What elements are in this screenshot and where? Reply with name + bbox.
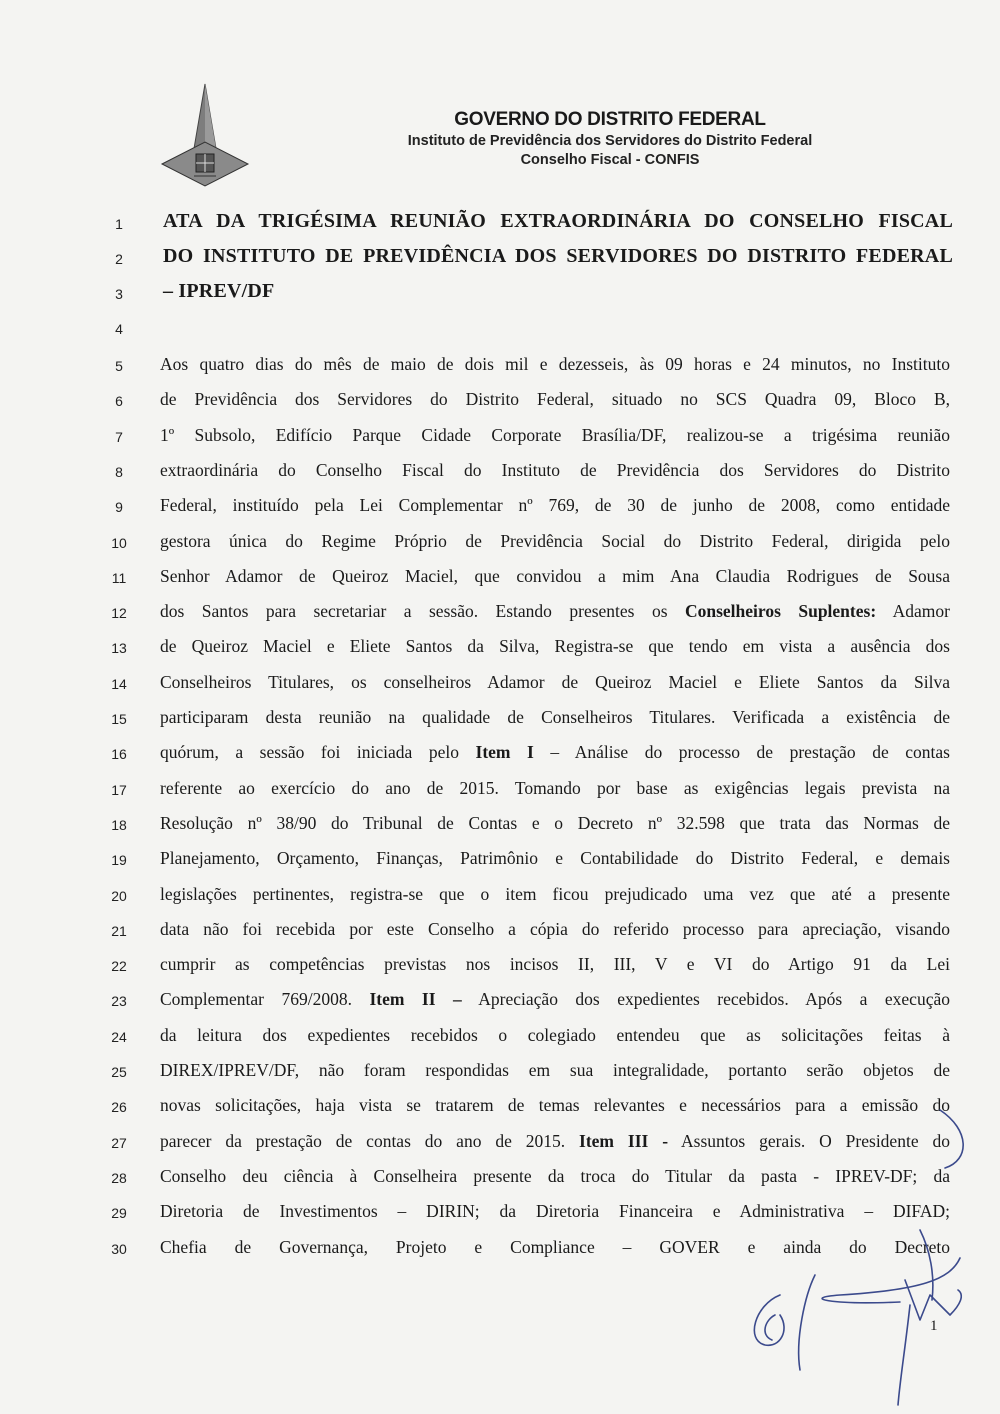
text-segment: 1º Subsolo, Edifício Parque Cidade Corporate Brasília/DF, realizou-se a trigésima reunião (160, 424, 950, 445)
body-line (0, 878, 1000, 913)
document-header (370, 108, 850, 170)
body-line (0, 383, 1000, 418)
line-number: 9 (115, 499, 123, 516)
text-segment: de Queiroz Maciel e Eliete Santos da Silva, Registra-se que tendo em vista a ausência dos (160, 636, 950, 657)
body-line-text (160, 601, 950, 622)
text-segment: parecer da prestação de contas do ano de 2015. (160, 1130, 580, 1151)
body-line-text (160, 989, 950, 1010)
line-number: 5 (115, 358, 123, 374)
title-line (0, 278, 1000, 313)
text-segment: DIREX/IPREV/DF, não foram respondidas em sua integralidade, portanto serão objetos de (160, 1060, 950, 1080)
text-segment: – Análise do processo de prestação de contas (533, 742, 950, 763)
text-segment: Aos quatro dias do mês de maio de dois mil e dezesseis, às 09 horas e 24 minutos, no Instituto (160, 354, 950, 374)
header-council: Conselho Fiscal - CONFIS (520, 152, 700, 168)
body-line-text (160, 531, 950, 552)
body-line (0, 948, 1000, 983)
line-number: 11 (111, 569, 127, 586)
body-line (0, 701, 1000, 736)
body-line-text (160, 354, 950, 375)
text-segment: Complementar 769/2008. (160, 989, 370, 1010)
body-line (0, 454, 1000, 489)
body-line-text (160, 460, 950, 481)
line-number: 19 (111, 852, 127, 869)
line-number: 8 (115, 463, 123, 480)
line-number: 23 (111, 993, 127, 1010)
text-segment: Adamor (876, 601, 950, 622)
bold-phrase: Item I (475, 742, 534, 763)
handwritten-signature (720, 1090, 980, 1410)
body-line (0, 630, 1000, 665)
body-line-text (160, 495, 950, 516)
body-line (0, 807, 1000, 842)
bold-phrase: Item III - (579, 1130, 669, 1151)
text-segment: Senhor Adamor de Queiroz Maciel, que convidou a mim Ana Claudia Rodrigues de Sousa (160, 565, 950, 586)
line-number: 30 (111, 1240, 127, 1257)
title-line (0, 243, 1000, 278)
text-segment: Conselheiros Titulares, os conselheiros Adamor de Queiroz Maciel e Eliete Santos da Silva (160, 671, 950, 692)
body-line-text (160, 919, 950, 940)
text-segment: de Previdência dos Servidores do Distrito Federal, situado no SCS Quadra 09, Bloco B, (160, 389, 950, 410)
title-text: – IPREV/DF (163, 280, 275, 302)
line-number: 25 (111, 1064, 127, 1080)
body-line-text (160, 1060, 950, 1081)
title-text: DO INSTITUTO DE PREVIDÊNCIA DOS SERVIDORES DO DISTRITO FEDERAL (163, 245, 953, 267)
text-segment: referente ao exercício do ano de 2015. Tomando por base as exigências legais prevista na (160, 777, 950, 798)
government-emblem-icon (160, 82, 250, 192)
blank-line (0, 313, 1000, 348)
body-line-text (160, 848, 950, 869)
line-number: 20 (111, 887, 127, 904)
body-line (0, 842, 1000, 877)
text-segment: cumprir as competências previstas nos incisos II, III, V e VI do Artigo 91 da Lei (160, 954, 950, 975)
body-line-text (160, 1025, 950, 1046)
text-segment: data não foi recebida por este Conselho a cópia do referido processo para apreciação, visando (160, 918, 950, 939)
text-segment: participaram desta reunião na qualidade de Conselheiros Titulares. Verificada a existência de (160, 707, 950, 727)
body-line (0, 348, 1000, 383)
line-number: 29 (111, 1205, 127, 1222)
bold-phrase: Conselheiros Suplentes: (684, 601, 877, 622)
body-line (0, 913, 1000, 948)
body-line (0, 489, 1000, 524)
line-number: 2 (115, 251, 123, 267)
line-number: 21 (111, 922, 127, 939)
text-segment: novas solicitações, haja vista se tratarem de temas relevantes e necessários para a emissão do (160, 1095, 950, 1116)
body-line (0, 595, 1000, 630)
line-number: 14 (111, 675, 127, 692)
text-segment: Apreciação dos expedientes recebidos. Após a execução (461, 989, 950, 1010)
body-line-text (160, 884, 950, 905)
line-number: 7 (115, 428, 123, 445)
line-number: 28 (111, 1169, 127, 1186)
body-line-text (160, 425, 950, 446)
page-number: 1 (930, 1318, 938, 1334)
text-segment: Conselho deu ciência à Conselheira presente da troca do Titular da pasta - IPREV-DF; da (160, 1165, 950, 1186)
text-segment: extraordinária do Conselho Fiscal do Instituto de Previdência dos Servidores do Distrito (160, 459, 950, 480)
body-line-text (160, 389, 950, 410)
line-number: 4 (115, 321, 123, 337)
text-segment: legislações pertinentes, registra-se que o item ficou prejudicado uma vez que até a presente (160, 883, 950, 904)
body-line (0, 736, 1000, 771)
text-segment: dos Santos para secretariar a sessão. Estando presentes os (160, 601, 685, 622)
body-line (0, 1054, 1000, 1089)
body-line-text (160, 778, 950, 799)
body-line-text (160, 813, 950, 834)
text-segment: Federal, instituído pela Lei Complementar nº 769, de 30 de junho de 2008, como entidade (160, 495, 950, 516)
line-number: 6 (115, 393, 123, 410)
text-segment: Assuntos gerais. O Presidente do (668, 1130, 950, 1151)
line-number: 16 (111, 746, 127, 763)
header-government: GOVERNO DO DISTRITO FEDERAL (454, 109, 766, 130)
text-segment: da leitura dos expedientes recebidos o colegiado entendeu que as solicitações feitas à (160, 1024, 950, 1045)
line-number: 3 (115, 286, 123, 302)
body-line-text (160, 636, 950, 657)
body-line (0, 772, 1000, 807)
body-line-text (160, 566, 950, 587)
text-segment: Diretoria de Investimentos – DIRIN; da Diretoria Financeira e Administrativa – DIFAD; (160, 1201, 950, 1222)
body-line (0, 560, 1000, 595)
body-line-text (160, 707, 950, 728)
text-segment: Chefia de Governança, Projeto e Compliance – GOVER e ainda do Decreto (160, 1236, 950, 1257)
line-number: 17 (111, 781, 127, 798)
line-number: 10 (111, 534, 127, 551)
text-segment: Planejamento, Orçamento, Finanças, Patrimônio e Contabilidade do Distrito Federal, e demais (160, 848, 950, 869)
line-number: 22 (111, 958, 127, 975)
line-number: 1 (115, 216, 123, 232)
title-text: ATA DA TRIGÉSIMA REUNIÃO EXTRAORDINÁRIA DO CONSELHO FISCAL (163, 210, 953, 232)
bold-phrase: Item II – (369, 989, 462, 1010)
line-number: 26 (111, 1099, 127, 1116)
body-line (0, 525, 1000, 560)
title-line (0, 208, 1000, 243)
line-number: 15 (111, 711, 127, 727)
line-number: 24 (111, 1028, 127, 1045)
line-number: 27 (111, 1134, 127, 1151)
text-segment: Resolução nº 38/90 do Tribunal de Contas e o Decreto nº 32.598 que trata das Normas de (160, 812, 950, 833)
text-segment: gestora única do Regime Próprio de Previdência Social do Distrito Federal, dirigida pelo (160, 530, 950, 551)
body-line-text (160, 954, 950, 975)
body-line (0, 666, 1000, 701)
body-line (0, 983, 1000, 1018)
body-line (0, 419, 1000, 454)
line-number: 12 (111, 605, 127, 622)
body-line (0, 1019, 1000, 1054)
line-number: 18 (111, 816, 127, 833)
line-number: 13 (111, 640, 127, 657)
text-segment: quórum, a sessão foi iniciada pelo (160, 742, 476, 763)
body-line-text (160, 672, 950, 693)
header-institute: Instituto de Previdência dos Servidores do Distrito Federal (407, 133, 813, 149)
body-line-text (160, 742, 950, 763)
